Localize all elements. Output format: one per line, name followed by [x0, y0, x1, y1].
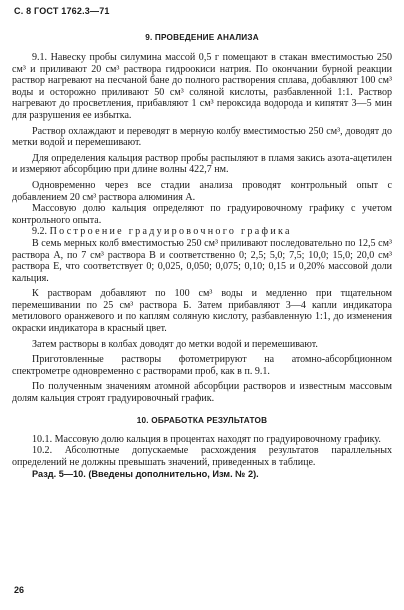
page-number: 26: [14, 585, 25, 595]
paragraph-9-2-dilution: Затем растворы в колбах доводят до метки водой и перемешивают.: [32, 338, 318, 350]
paragraph-9-2-flasks: В семь мерных колб вместимостью 250 см³ приливают последовательно по 12,5 см³ раствора А, по 7 см³ раствора В и соответственно 0; 2,5; 5,0; 7,5; 10,0; 15,0; 20,0 см³ раствора Е, что соответствует 0; 0,025, 0,050; 0,075; 0,10; 0,15 и 0,20% массовой доли кальция.: [12, 237, 392, 284]
paragraph-9-1-mass-fraction: Массовую долю кальция определяют по градуировочному графику с учетом контрольного опыта.: [12, 203, 392, 226]
paragraph-9-2-indicator: К растворам добавляют по 100 см³ воды и медленно при тщательном перемешивании по 25 см³ раствора Б. Затем прибавляют 3—4 капли индикатора метилового оранжевого и по каплям соляную кислоту, разбавленную 1:1, до изменения окраски индикатора в красный цвет.: [12, 288, 392, 335]
paragraph-9-1-cooling: Раствор охлаждают и переводят в мерную колбу вместимостью 250 см³, доводят до метки водой и перемешивают.: [12, 125, 392, 149]
paragraph-9-2-title: Построение градуировочного графика: [49, 226, 292, 238]
paragraph-10-1: 10.1. Массовую долю кальция в процентах находят по градуировочному графику.: [32, 433, 381, 445]
paragraph-9-1-control: Одновременно через все стадии анализа проводят контрольный опыт с добавлением 20 см³ раствора алюминия А.: [12, 179, 392, 203]
paragraph-9-1-measurement: Для определения кальция раствор пробы распыляют в пламя закись азота-ацетилен и измеряют абсорбцию при длине волны 422,7 нм.: [12, 152, 392, 176]
paragraph-9-2-graph: По полученным значениям атомной абсорбции растворов и известным массовым долям кальция строят градуировочный график.: [12, 381, 392, 405]
paragraph-9-2-photometry: Приготовленные растворы фотометрируют на атомно-абсорбционном спектрометре одновременно с растворами проб, как в п. 9.1.: [12, 354, 392, 377]
paragraph-9-1: 9.1. Навеску пробы силумина массой 0,5 г помещают в стакан вместимостью 250 см³ и приливают 20 см³ раствора гидроокиси натрия. По окончании бурной реакции раствор нагревают на песчаной бане до полного растворения сплава, добавляют 100 см³ воды и осторожно приливают 50 см³ соляной кислоты, разбавленной 1:1. Раствор нагревают до просветления, прибавляют 1 см³ пероксида водорода и кипятят 3—5 мин для разрушения ее избытка.: [12, 52, 392, 121]
paragraph-10-2: 10.2. Абсолютные допускаемые расхождения результатов параллельных определений не должны превышать значений, приведенных в таблице.: [12, 445, 392, 468]
paragraph-9-2-number: 9.2.: [32, 226, 48, 238]
section-10-title: 10. ОБРАБОТКА РЕЗУЛЬТАТОВ: [136, 415, 268, 425]
amendment-note: Разд. 5—10. (Введены дополнительно, Изм. № 2).: [32, 469, 259, 480]
running-header: С. 8 ГОСТ 1762.3—71: [14, 6, 110, 16]
paragraph-9-2-heading: [12, 226, 392, 238]
section-9-title: 9. ПРОВЕДЕНИЕ АНАЛИЗА: [145, 33, 259, 42]
